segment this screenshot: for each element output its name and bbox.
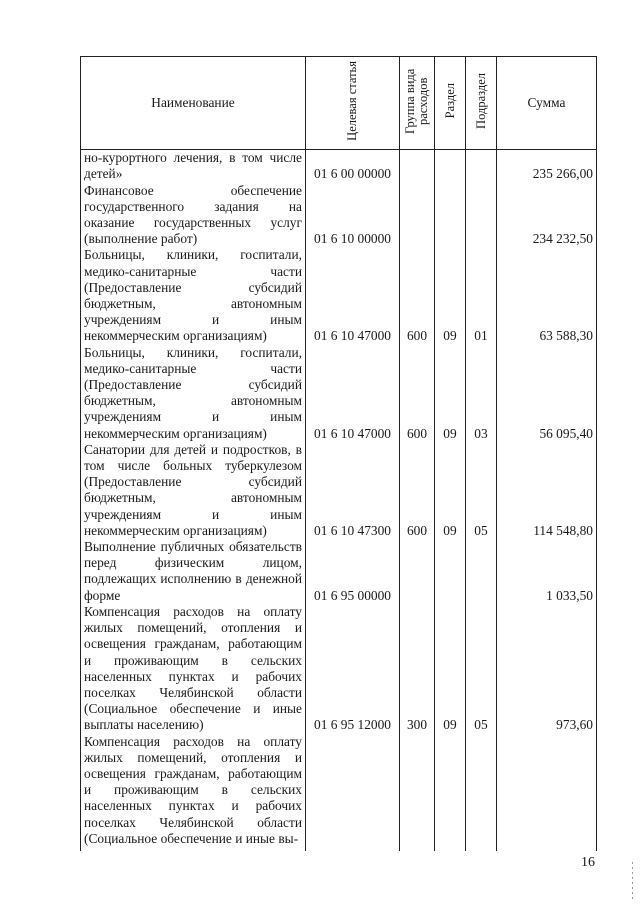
table-row <box>81 150 597 183</box>
row-sum: 234 232,50 <box>497 183 597 248</box>
row-subsection: 05 <box>466 442 497 539</box>
header-section: Раздел <box>435 57 466 150</box>
row-target: 01 6 10 47000 <box>306 247 400 344</box>
row-sum: 1 033,50 <box>497 539 597 604</box>
row-subsection: 05 <box>466 604 497 734</box>
row-sum: 235 266,00 <box>497 150 597 183</box>
row-subsection <box>466 150 497 183</box>
row-group <box>400 539 435 604</box>
row-name: Выполнение публичных обязательств перед физическим лицом, подлежащих исполнению в денежной форме <box>81 539 306 604</box>
row-sum <box>497 734 597 847</box>
row-name: Компенсация расходов на оплату жилых помещений, отопления и освещения гражданам, работающим и проживающим в сельских населенных пунктах и рабочих поселках Челябинской области (Социальное обеспечение и иные вы- <box>81 734 306 847</box>
row-name: Санатории для детей и подростков, в том числе больных туберкулезом (Предоставление субсидий бюджетным, автономным учреждениям и иным некоммерческим организациям) <box>81 442 306 539</box>
table-row <box>81 442 597 539</box>
row-section: 09 <box>435 442 466 539</box>
row-subsection: 03 <box>466 345 497 442</box>
header-name: Наименование <box>81 57 306 150</box>
table-row <box>81 734 597 847</box>
row-group: 600 <box>400 345 435 442</box>
row-section <box>435 734 466 847</box>
header-sum: Сумма <box>497 57 597 150</box>
header-subsection: Подраздел <box>466 57 497 150</box>
row-group <box>400 150 435 183</box>
page-number: 16 <box>581 855 595 870</box>
row-group <box>400 183 435 248</box>
table-header-row <box>81 57 597 150</box>
scan-edge-mark <box>632 862 633 902</box>
table-row <box>81 345 597 442</box>
row-group: 300 <box>400 604 435 734</box>
row-name: но-курортного лечения, в том числе детей» <box>81 150 306 183</box>
row-target: 01 6 10 00000 <box>306 183 400 248</box>
row-target: 01 6 95 12000 <box>306 604 400 734</box>
row-section: 09 <box>435 247 466 344</box>
header-target: Целевая статья <box>306 57 400 150</box>
header-group: Группа вида расходов <box>400 57 435 150</box>
row-name: Больницы, клиники, госпитали, медико-санитарные части (Предоставление субсидий бюджетным, автономным учреждениям и иным некоммерческим организациям) <box>81 247 306 344</box>
row-group: 600 <box>400 442 435 539</box>
row-target <box>306 734 400 847</box>
table-row <box>81 183 597 248</box>
row-target: 01 6 95 00000 <box>306 539 400 604</box>
row-sum: 63 588,30 <box>497 247 597 344</box>
row-subsection: 01 <box>466 247 497 344</box>
row-section <box>435 539 466 604</box>
row-subsection <box>466 539 497 604</box>
budget-table <box>80 56 597 851</box>
row-section: 09 <box>435 345 466 442</box>
row-sum: 973,60 <box>497 604 597 734</box>
table-row <box>81 604 597 734</box>
row-group: 600 <box>400 247 435 344</box>
row-sum: 56 095,40 <box>497 345 597 442</box>
row-name: Больницы, клиники, госпитали, медико-санитарные части (Предоставление субсидий бюджетным, автономным учреждениям и иным некоммерческим организациям) <box>81 345 306 442</box>
table-row <box>81 247 597 344</box>
table-row <box>81 539 597 604</box>
row-target: 01 6 10 47300 <box>306 442 400 539</box>
row-name: Компенсация расходов на оплату жилых помещений, отопления и освещения гражданам, работающим и проживающим в сельских населенных пунктах и рабочих поселках Челябинской области (Социальное обеспечение и иные выплаты населению) <box>81 604 306 734</box>
row-target: 01 6 10 47000 <box>306 345 400 442</box>
table-tail-row <box>81 847 597 851</box>
row-group <box>400 734 435 847</box>
row-section <box>435 150 466 183</box>
row-subsection <box>466 734 497 847</box>
row-target: 01 6 00 00000 <box>306 150 400 183</box>
row-section: 09 <box>435 604 466 734</box>
row-name: Финансовое обеспечение государственного задания на оказание государственных услуг (выполнение работ) <box>81 183 306 248</box>
row-section <box>435 183 466 248</box>
row-subsection <box>466 183 497 248</box>
row-sum: 114 548,80 <box>497 442 597 539</box>
